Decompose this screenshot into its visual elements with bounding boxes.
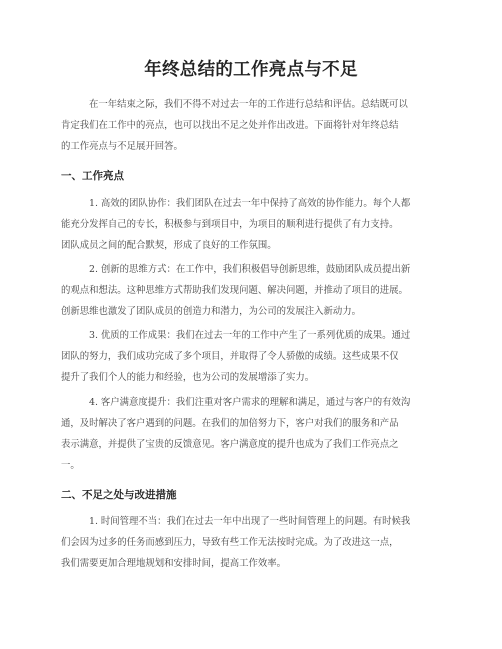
text-line: 在一年结束之际，我们不得不对过去一年的工作进行总结和评估。总结既可以 xyxy=(89,99,408,110)
highlight-item-2 xyxy=(61,259,443,322)
highlight-item-1 xyxy=(61,193,443,256)
document-title: 年终总结的工作亮点与不足 xyxy=(144,60,358,80)
shortcoming-item-1 xyxy=(61,511,443,574)
text-line: 1. 时间管理不当：我们在过去一年中出现了一些时间管理上的问题。有时候我 xyxy=(89,516,411,527)
text-line: 团队的努力，我们成功完成了多个项目，并取得了令人骄傲的成绩。这些成果不仅 xyxy=(61,351,399,362)
text-line: 3. 优质的工作成果：我们在过去一年的工作中产生了一系列优质的成果。通过 xyxy=(89,330,411,341)
text-line: 团队成员之间的配合默契，形成了良好的工作氛围。 xyxy=(61,240,277,251)
text-line: 肯定我们在工作中的亮点，也可以找出不足之处并作出改进。下面将针对年终总结 xyxy=(61,120,399,131)
text-line: 1. 高效的团队协作：我们团队在过去一年中保持了高效的协作能力。每个人都 xyxy=(89,198,411,209)
text-line: 表示满意，并提供了宝贵的反馈意见。客户满意度的提升也成为了我们工作亮点之 xyxy=(61,439,399,450)
text-line: 2. 创新的思维方式：在工作中，我们积极倡导创新思维，鼓励团队成员提出新 xyxy=(89,264,411,275)
text-line: 们会因为过多的任务而感到压力，导致有些工作无法按时完成。为了改进这一点， xyxy=(61,537,399,548)
text-line: 4. 客户满意度提升：我们注重对客户需求的理解和满足，通过与客户的有效沟 xyxy=(89,397,411,408)
text-line: 能充分发挥自己的专长，积极参与到项目中，为项目的顺利进行提供了有力支持。 xyxy=(61,219,399,230)
section-heading-highlights: 一、工作亮点 xyxy=(61,170,124,182)
text-line: 创新思维也激发了团队成员的创造力和潜力，为公司的发展注入新动力。 xyxy=(61,306,362,317)
text-line: 的工作亮点与不足展开回答。 xyxy=(61,141,183,152)
intro-paragraph xyxy=(61,94,443,157)
text-line: 通，及时解决了客户遇到的问题。在我们的加倍努力下，客户对我们的服务和产品 xyxy=(61,418,399,429)
highlight-item-4 xyxy=(61,392,443,476)
text-line: 的观点和想法。这种思维方式帮助我们发现问题、解决问题，并推动了项目的进展。 xyxy=(61,285,408,296)
text-line: 一。 xyxy=(61,460,80,471)
section-heading-shortcomings: 二、不足之处与改进措施 xyxy=(61,489,177,501)
text-line: 我们需要更加合理地规划和安排时间，提高工作效率。 xyxy=(61,558,287,569)
highlight-item-3 xyxy=(61,325,443,388)
text-line: 提升了我们个人的能力和经验，也为公司的发展增添了实力。 xyxy=(61,372,315,383)
